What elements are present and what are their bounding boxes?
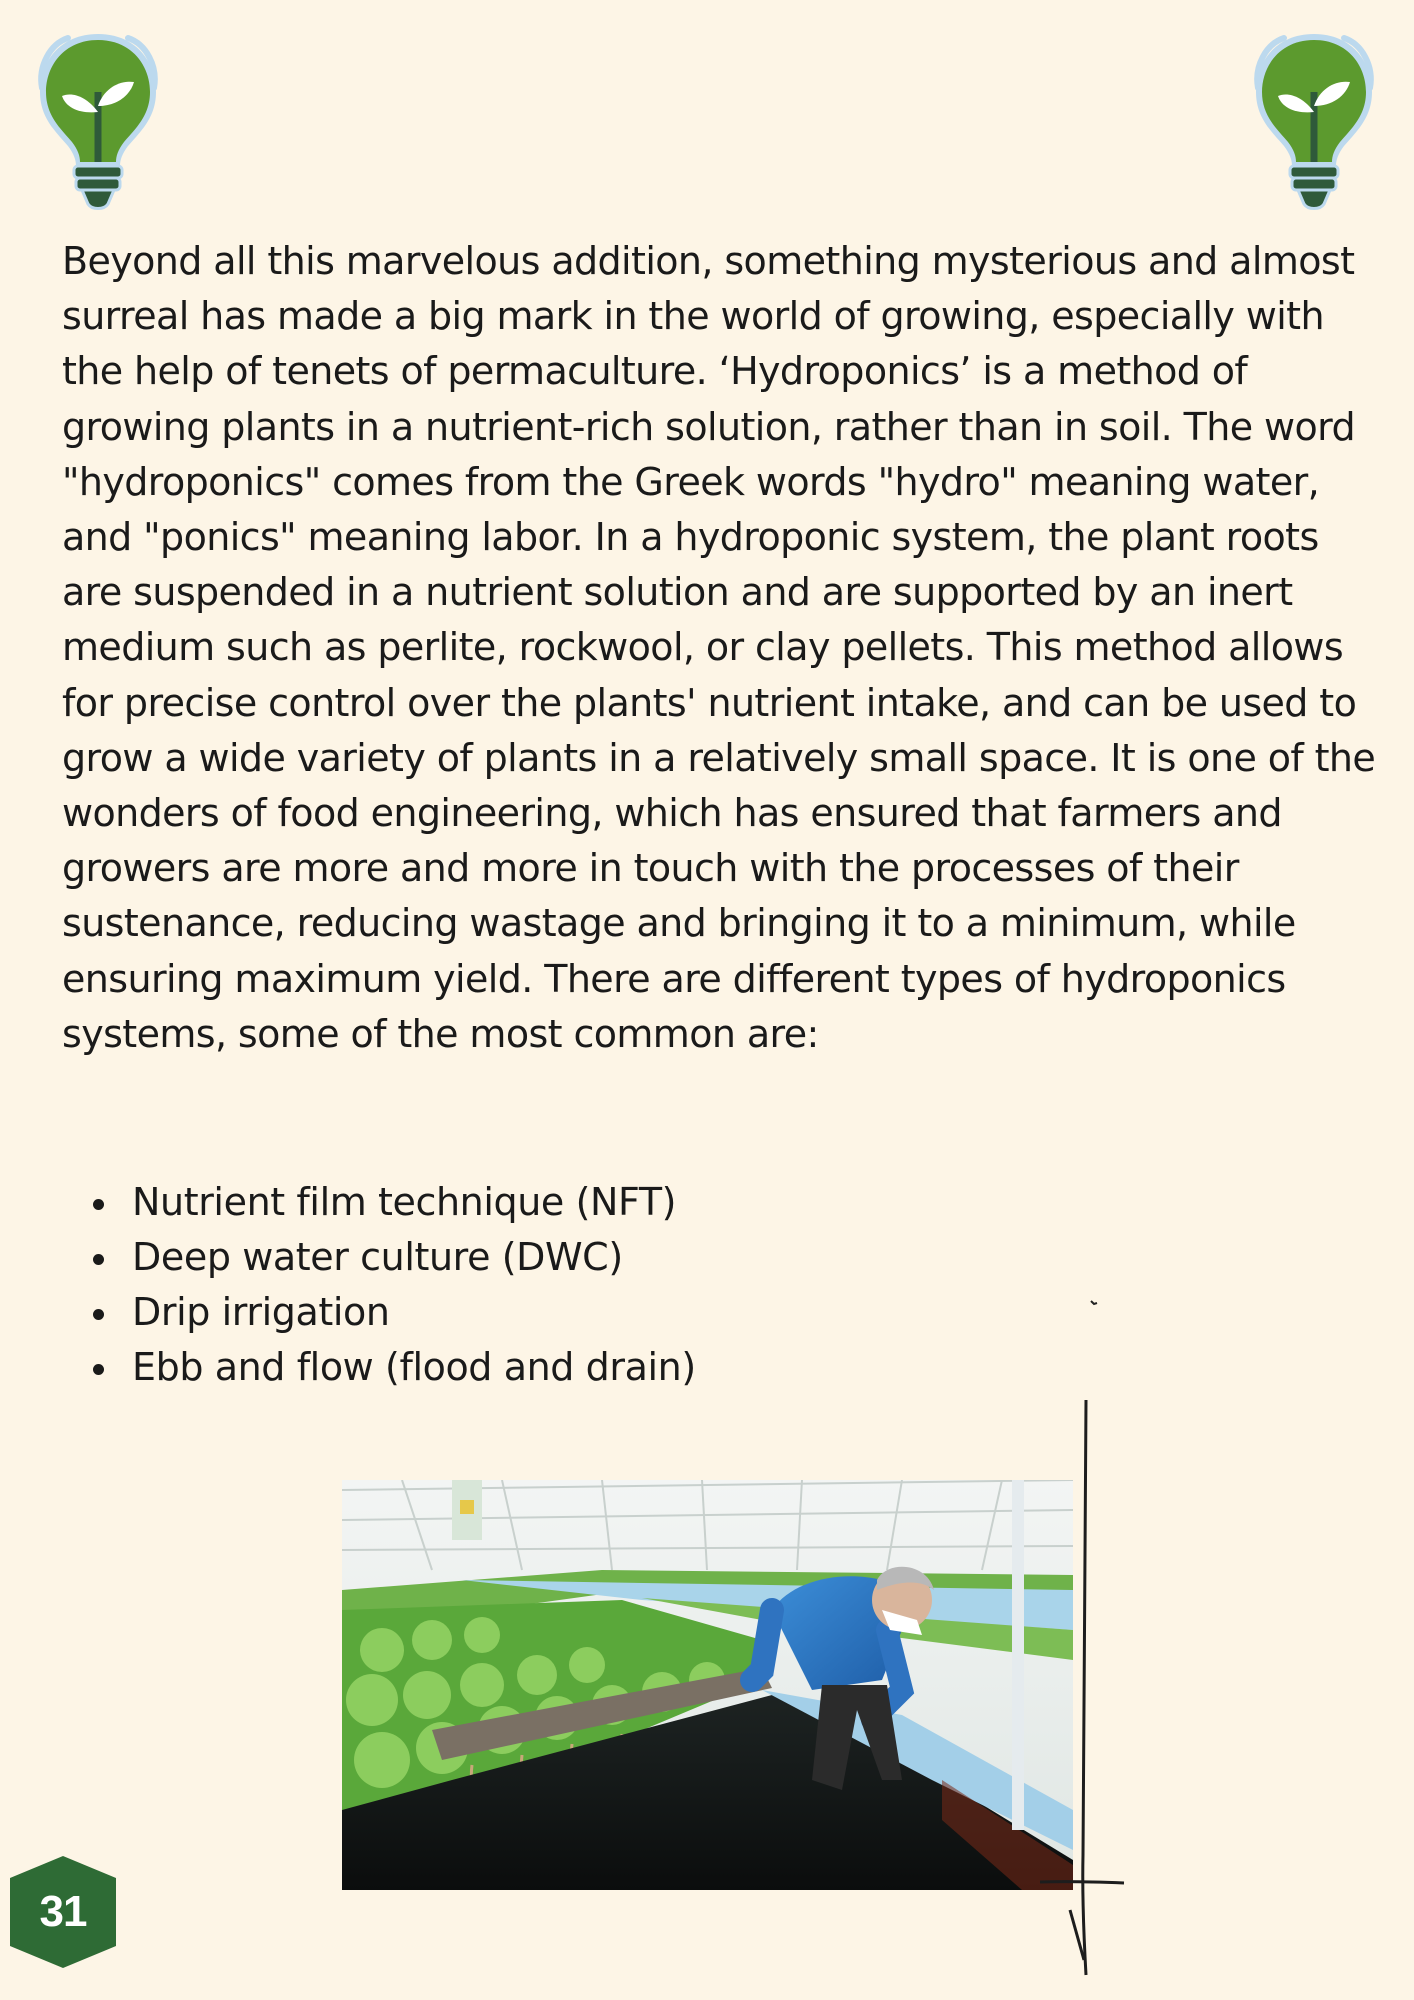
- hydroponics-types-list: [62, 1175, 696, 1395]
- lightbulb-sprout-icon: [28, 26, 168, 214]
- list-item: Nutrient film technique (NFT): [62, 1175, 696, 1230]
- body-paragraph: Beyond all this marvelous addition, something mysterious and almost surreal has made a big mark in the world of growing, especially with the help of tenets of permaculture. ‘Hydroponics’ is a method of growing plants in a nutrient-rich solution, rather than in soil. The word "hydroponics" comes from the Greek words "hydro" meaning water, and "ponics" meaning labor. In a hydroponic system, the plant roots are suspended in a nutrient solution and are supported by an inert medium such as perlite, rockwool, or clay pellets. This method allows for precise control over the plants' nutrient intake, and can be used to grow a wide variety of plants in a relatively small space. It is one of the wonders of food engineering, which has ensured that farmers and growers are more and more in touch with the processes of their sustenance, reducing wastage and bringing it to a minimum, while ensuring maximum yield. There are different types of hydroponics systems, some of the most common are:: [62, 239, 1376, 1056]
- decorative-frame-lines: [1040, 1300, 1140, 1980]
- list-item: Deep water culture (DWC): [62, 1230, 696, 1285]
- hydroponics-photo: [342, 1480, 1073, 1890]
- lightbulb-sprout-icon: [1244, 26, 1384, 214]
- list-item: Ebb and flow (flood and drain): [62, 1340, 696, 1395]
- page-number: 31: [39, 1887, 87, 1936]
- list-item: Drip irrigation: [62, 1285, 696, 1340]
